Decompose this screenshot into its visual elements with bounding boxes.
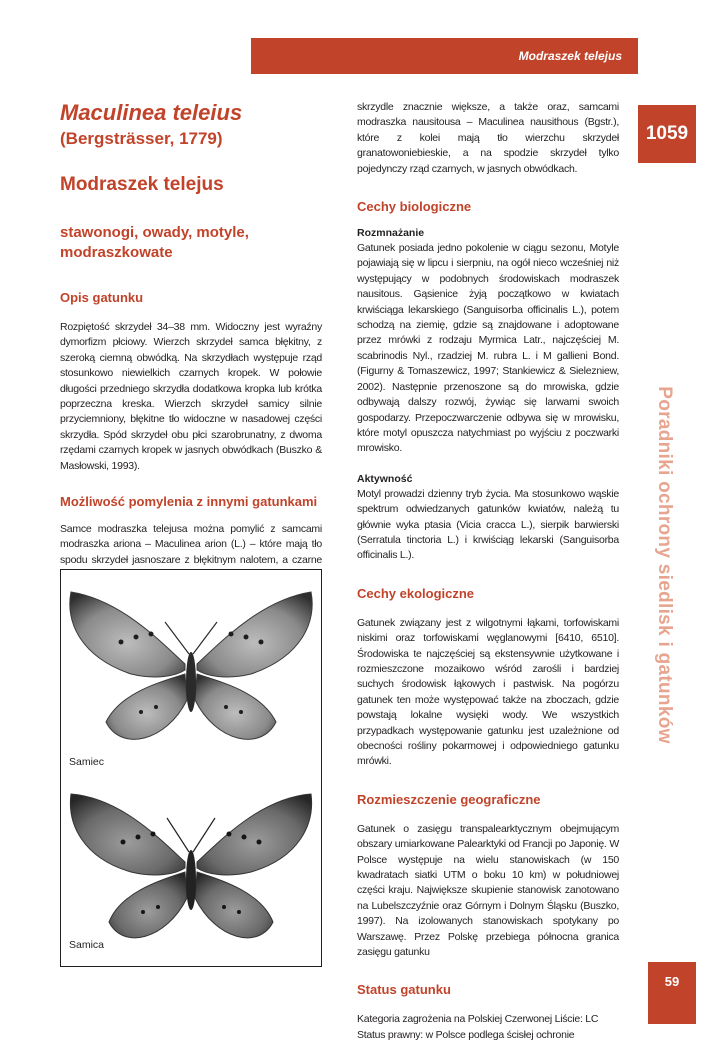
butterfly-photo-frame	[60, 569, 322, 967]
page-number: 59	[664, 974, 680, 989]
section-text-pomylenie: Samce modraszka telejusa można pomylić z samcami modraszka ariona – Maculinea arion (L.) – które mają tło spodu skrzydeł jasnoszare z błękitnym nalotem, a czarne	[60, 523, 322, 566]
left-column	[60, 100, 322, 584]
section-text-opis: Rozpiętość skrzydeł 34–38 mm. Widoczny jest wyraźny dymorfizm płciowy. Wierzch skrzydeł samca błękitny, z szeroką ciemną obwódką. Na skrzydłach występuje rząd stosunkowo niewielkich czarnych kropek. W połowie długości przedniego skrzydła dodatkowa kropka lub krótka poprzeczna kreska. Wierzch skrzydeł samicy silnie przyciemniony, błękitne tło widoczne w nasadowej części skrzydła. Spód skrzydeł obu płci szarobrunatny, z dwoma rzędami czarnych kropek w jasnych obwódkach (Buszko & Masłowski, 1993).	[60, 321, 322, 472]
section-text-aktywnosc: Motyl prowadzi dzienny tryb życia. Ma stosunkowo wąskie spektrum odwiedzanych gatunków kwiatów, należą tu głównie wyka ptasia (Vicia cracca L.), sierpik barwierski (Serratula tinctoria L.) i krwiściąg lekarski (Sanguisorba officinalis L.).	[357, 487, 619, 562]
series-title-vertical: Poradniki ochrony siedlisk i gatunków	[654, 386, 675, 744]
running-header-bar	[251, 38, 638, 74]
section-heading-status: Status gatunku	[357, 982, 451, 998]
taxonomic-classification: stawonogi, owady, motyle, modraszkowate	[60, 224, 249, 261]
section-heading-biologiczne: Cechy biologiczne	[357, 199, 472, 215]
species-code-tab	[638, 105, 696, 163]
section-heading-ekologiczne: Cechy ekologiczne	[357, 585, 475, 601]
running-title: Modraszek telejus	[518, 49, 622, 63]
species-polish-name: Modraszek telejus	[60, 174, 224, 195]
caption-male: Samiec	[69, 756, 105, 768]
page-number-box	[648, 962, 696, 1024]
section-heading-rozmieszczenie: Rozmieszczenie geograficzne	[357, 791, 541, 807]
section-heading-opis: Opis gatunku	[60, 290, 144, 305]
section-text-ekologiczne: Gatunek związany jest z wilgotnymi łąkami, torfowiskami niskimi oraz torfowiskami węglanowymi [6410, 6510]. Środowiska te najczęściej są ekstensywnie użytkowane i rozmieszczone mozaikowo wśród zarośli i bardziej suchych środowisk łąkowych i pastwisk. Na pogórzu gatunek ten może występować także na zboczach, gdzie powstają lokalne wysięki wody. We wszystkich przypadkach występowanie gatunku jest uzależnione od obecności rośliny pokarmowej i odpowiedniego gatunku mrówki.	[357, 616, 619, 768]
species-code: 1059	[645, 123, 689, 144]
species-author: (Bergsträsser, 1779)	[60, 129, 223, 148]
section-heading-pomylenie: Możliwość pomylenia z innymi gatunkami	[60, 494, 318, 510]
species-latin-name: Maculinea teleius	[60, 100, 243, 125]
female-butterfly-illustration	[61, 780, 321, 960]
section-text-pomylenie-continued: skrzydle znacznie większe, a także oraz, samcami modraszka nausitousa – Maculinea nausithous (Bgstr.), które z kolei mają tło wierzchu skrzydeł granatowoniebieskie, a na spodzie skrzydeł tylko pojedynczy rząd czarnych, w jasnych obwódkach.	[357, 101, 619, 175]
status-category-line: Kategoria zagrożenia na Polskiej Czerwonej Liście: LC	[357, 1013, 599, 1026]
caption-female: Samica	[69, 939, 105, 951]
right-column	[357, 100, 619, 1043]
subheading-aktywnosc: Aktywność	[357, 472, 413, 485]
section-text-rozmnazanie: Gatunek posiada jedno pokolenie w ciągu sezonu, Motyle pojawiają się w lipcu i sierpniu, na ogół nieco wcześniej niż występujący w podobnych środowiskach modraszek nausitous. Gąsienice żyją początkowo w kwiatach krwiściąga lekarskiego (Sanguisorba officinalis L.), potem schodzą na ziemię, gdzie są znajdowane i adoptowane przez mrówki z rodzaju Myrmica Latr., najczęściej M. scabrinodis Nyl., rzadziej M. rubra L. i M gallieni Bond. (Figurny & Tomaszewicz, 1997; Stankiewicz & Sielezniew, 2002). Następnie przenoszone są do mrowiska, gdzie odbywają dalszy rozwój, żywiąc się larwami swoich gospodarzy. Przepoczwarczenie odbywa się w mrowisku, które motyl opuszcza natychmiast po wyjściu z poczwarki mrowisko.	[357, 242, 619, 455]
subheading-rozmnazanie: Rozmnażanie	[357, 227, 425, 240]
male-butterfly-illustration	[61, 582, 321, 762]
section-text-rozmieszczenie: Gatunek o zasięgu transpalearktycznym obejmującym obszary umiarkowane Palearktyki od Francji po Japonię. W Polsce występuje na wielu stanowiskach (w 150 kwadratach siatki UTM o boku 10 km) w południowej części kraju. Największe skupienie stanowisk zanotowano na Lubelszczyźnie oraz Górnym i Dolnym Śląsku (Buszko, 1997). Na izolowanych stanowiskach spotykany po Warszawę. Przez Polskę przebiega północna granica zasięgu gatunku	[357, 822, 619, 959]
status-legal-line: Status prawny: w Polsce podlega ścisłej ochronie	[357, 1028, 575, 1041]
